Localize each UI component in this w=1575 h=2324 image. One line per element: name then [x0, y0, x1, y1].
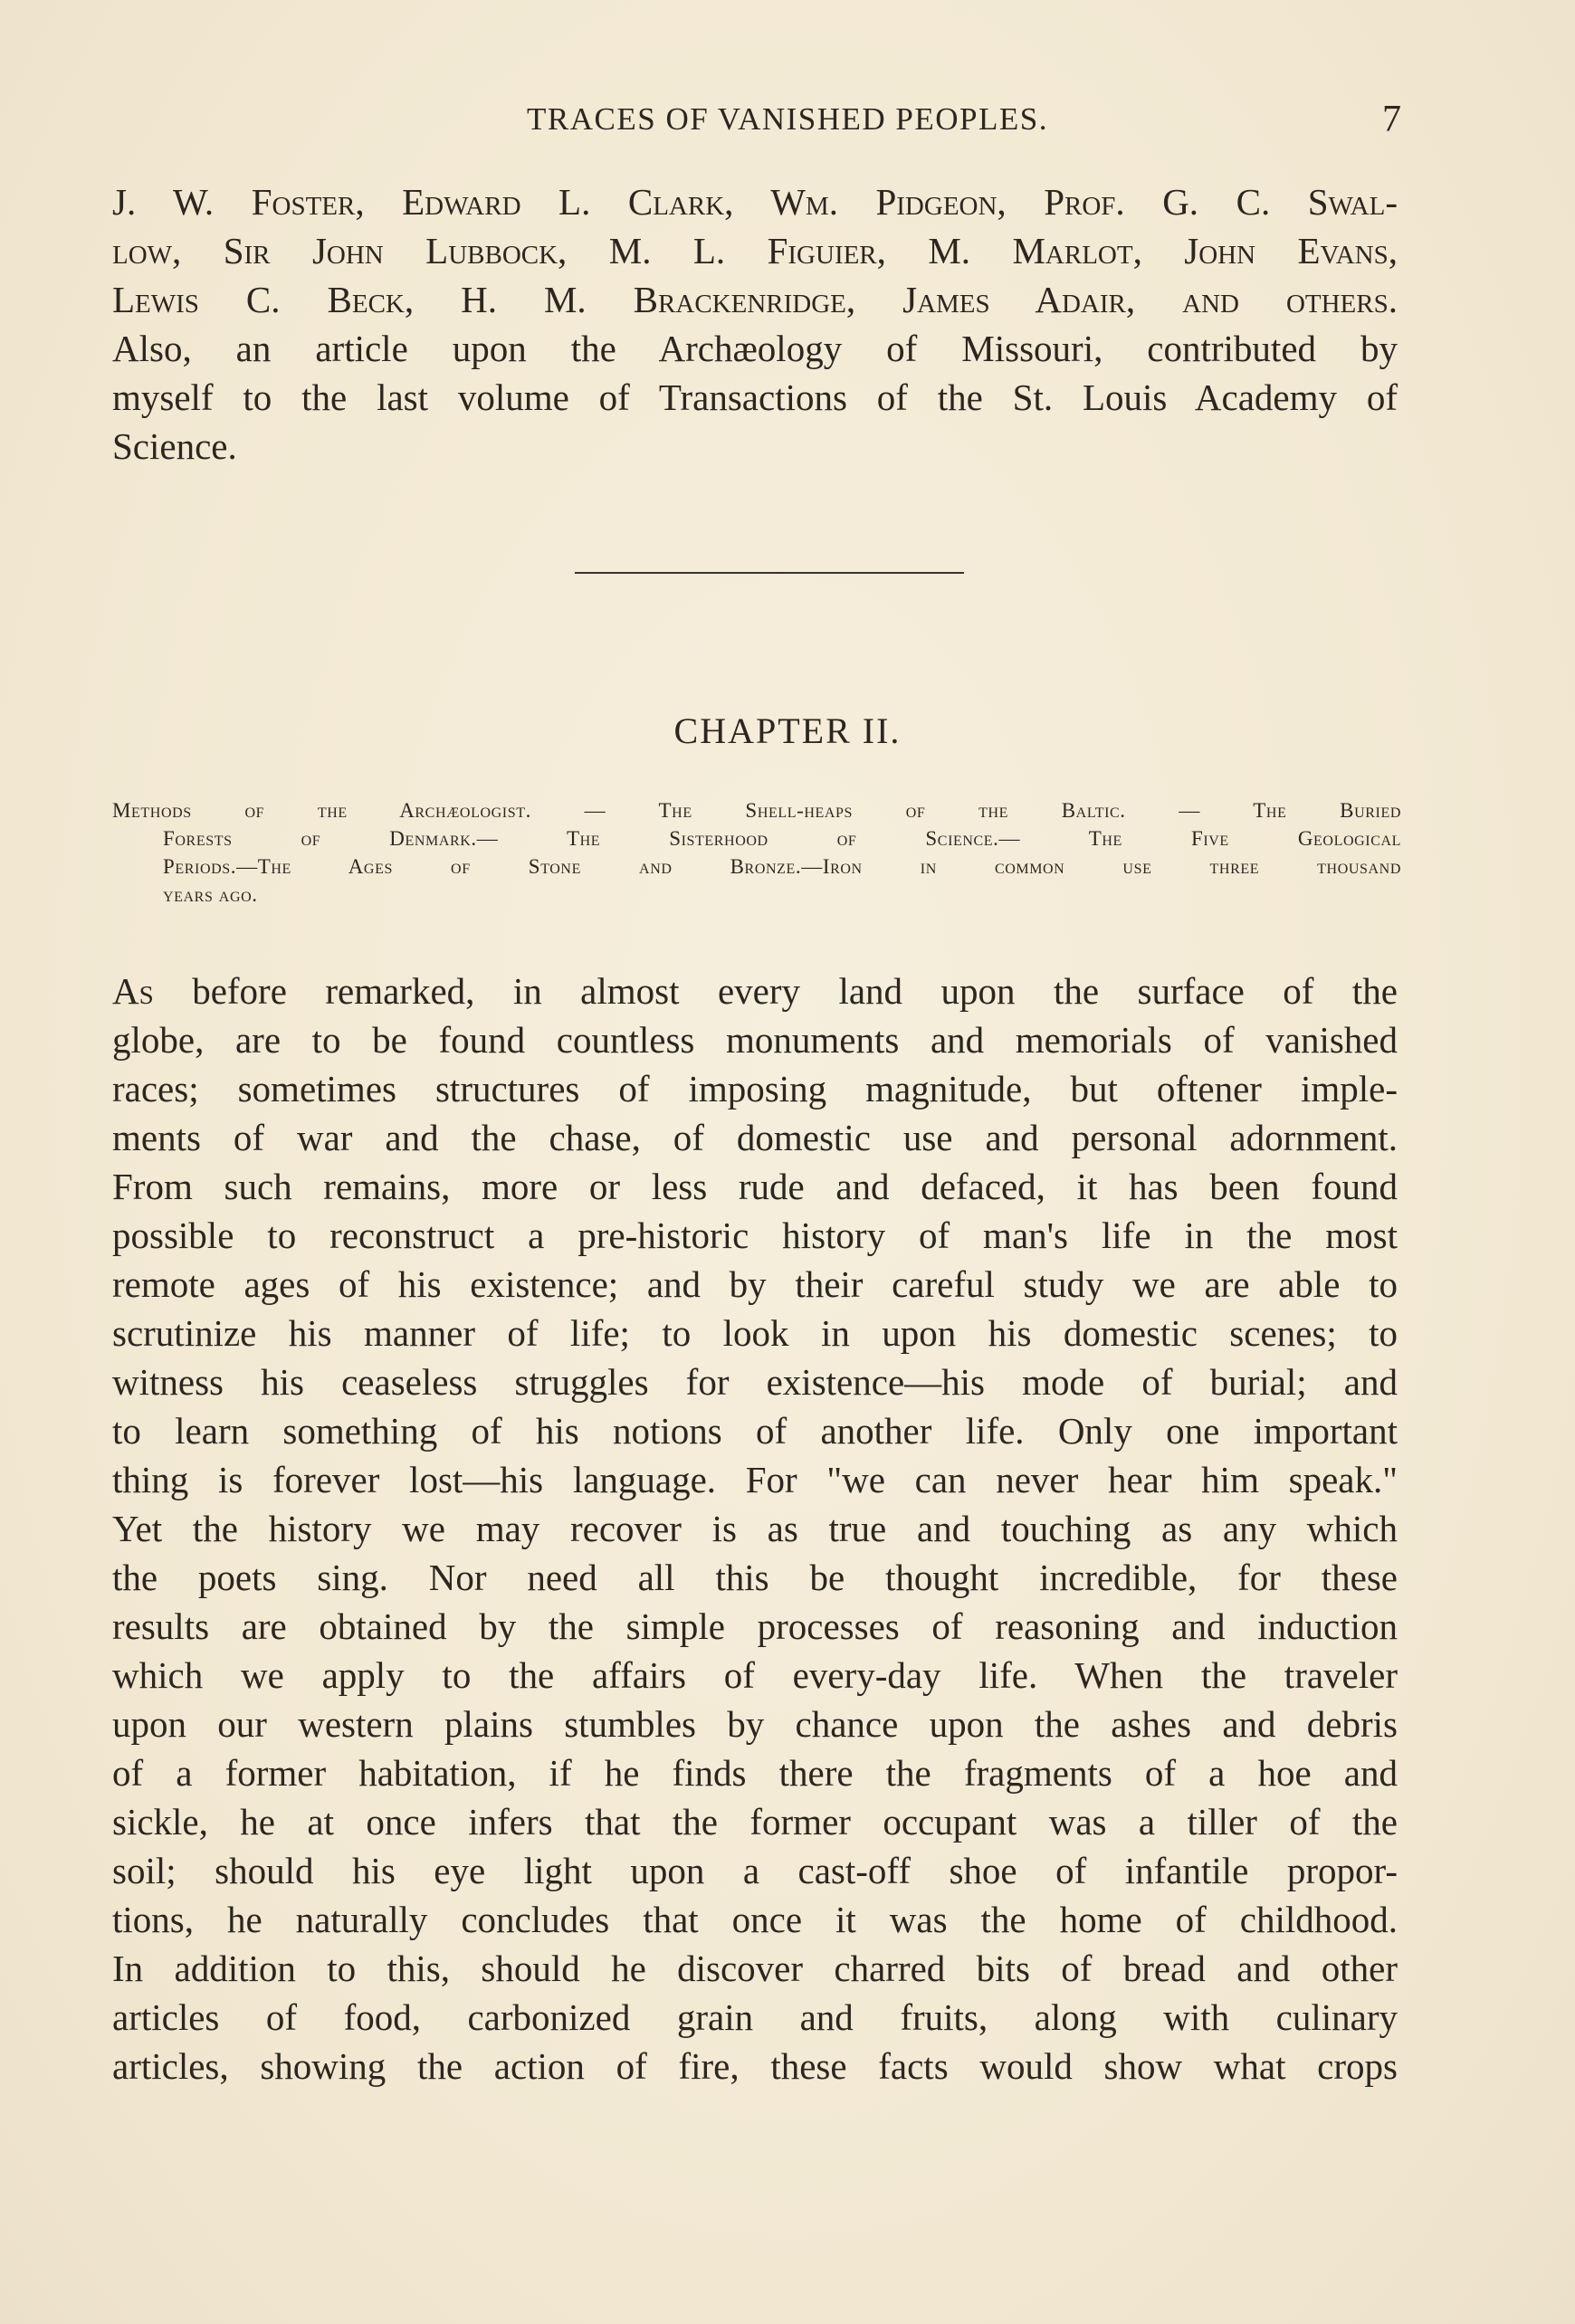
body-line: ments of war and the chase, of domestic use and personal adornment. [112, 1117, 1398, 1158]
body-line-first [112, 967, 1398, 1015]
authors-line: Lewis C. Beck, H. M. Brackenridge, James Adair, and others. [112, 279, 1398, 320]
body-line: sickle, he at once infers that the former occupant was a tiller of the [112, 1801, 1398, 1843]
body-line: possible to reconstruct a pre-historic history of man's life in the most [112, 1214, 1398, 1256]
authors-line: myself to the last volume of Transactions of the St. Louis Academy of [112, 376, 1398, 418]
body-line: results are obtained by the simple processes of reasoning and induction [112, 1605, 1398, 1647]
authors-line: low, Sir John Lubbock, M. L. Figuier, M. Marlot, John Evans, [112, 230, 1398, 271]
body-line: articles of food, carbonized grain and fruits, along with culinary [112, 1996, 1398, 2038]
first-line-text: before remarked, in almost every land upon the surface of the [153, 970, 1398, 1012]
body-line: the poets sing. Nor need all this be thought incredible, for these [112, 1557, 1398, 1598]
body-line: to learn something of his notions of another life. Only one important [112, 1410, 1398, 1452]
body-line: scrutinize his manner of life; to look in upon his domestic scenes; to [112, 1312, 1398, 1354]
body-line: thing is forever lost—his language. For "we can never hear him speak." [112, 1459, 1398, 1500]
body-line: In addition to this, should he discover charred bits of bread and other [112, 1948, 1398, 1989]
body-line: articles, showing the action of fire, these facts would show what crops [112, 2045, 1398, 2087]
chapter-title: CHAPTER II. [673, 710, 902, 751]
body-line: races; sometimes structures of imposing magnitude, but oftener imple- [112, 1068, 1398, 1110]
running-head [0, 101, 1575, 147]
body-line: soil; should his eye light upon a cast-off shoe of infantile propor- [112, 1850, 1398, 1891]
authors-line: Also, an article upon the Archæology of Missouri, contributed by [112, 328, 1398, 369]
body-line: which we apply to the affairs of every-day life. When the traveler [112, 1654, 1398, 1696]
chapter-summary [112, 796, 1401, 909]
body-line: upon our western plains stumbles by chance upon the ashes and debris [112, 1703, 1398, 1745]
section-divider-rule [575, 572, 964, 574]
body-line: of a former habitation, if he finds there the fragments of a hoe and [112, 1752, 1398, 1794]
authors-line: J. W. Foster, Edward L. Clark, Wm. Pidgeon, Prof. G. C. Swal- [112, 181, 1398, 223]
body-line: Yet the history we may recover is as true and touching as any which [112, 1508, 1398, 1549]
body-line: From such remains, more or less rude and defaced, it has been found [112, 1166, 1398, 1207]
body-line: tions, he naturally concludes that once it was the home of childhood. [112, 1899, 1398, 1940]
page-number: 7 [1382, 99, 1401, 140]
body-line: globe, are to be found countless monuments and memorials of vanished [112, 1019, 1398, 1061]
chapter-summary-line: years ago. [163, 883, 258, 906]
chapter-summary-line: Forests of Denmark.— The Sisterhood of Science.— The Five Geological [163, 827, 1401, 850]
body-line: remote ages of his existence; and by their careful study we are able to [112, 1263, 1398, 1305]
running-title: TRACES OF VANISHED PEOPLES. [527, 101, 1048, 137]
body-paragraph [112, 967, 1398, 2091]
chapter-summary-line: Periods.—The Ages of Stone and Bronze.—Iron in common use three thousand [163, 855, 1401, 878]
authors-line: Science. [112, 425, 237, 467]
authors-paragraph [112, 177, 1398, 471]
body-line: witness his ceaseless struggles for existence—his mode of burial; and [112, 1361, 1398, 1403]
paragraph-lead-word: As [112, 970, 154, 1012]
chapter-summary-line: Methods of the Archæologist. — The Shell-heaps of the Baltic. — The Buried [112, 799, 1401, 822]
